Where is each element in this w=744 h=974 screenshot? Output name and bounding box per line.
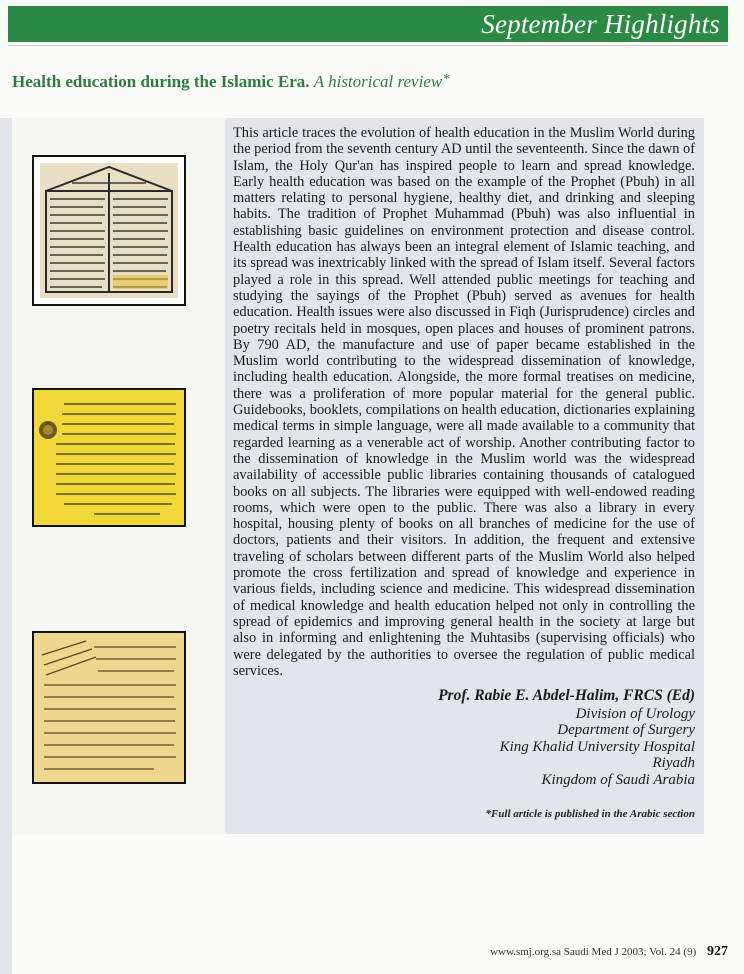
header-divider	[8, 45, 728, 46]
author-name: Prof. Rabie E. Abdel-Halim, FRCS (Ed)	[438, 687, 695, 704]
author-city: Riyadh	[652, 755, 695, 771]
article-body: This article traces the evolution of health education in the Muslim World during the period from the seventh century AD until the seventeenth. Since the dawn of Islam, the Holy Qur'an has inspired people to learn and spread knowledge. Early health education was based on the example of the Prophet (Pbuh) in all matters relating to personal hygiene, healthy diet, and drinking and sleeping habits. The tradition of Prophet Muhammad (Pbuh) was also influential in establishing basic guidelines on environment protection and disease control. Health education has always been an integral element of Islamic teaching, and its spread was inextricably linked with the spread of Islam itself. Several factors played a role in this spread. Well attended public meetings for teaching and studying the sayings of the Prophet (Pbuh) served as avenues for health education. Health issues were also discussed in Fiqh (Jurisprudence) circles and poetry recitals held in mosques, open places and houses of prominent patrons. By 790 AD, the manufacture and use of paper became established in the Muslim world contributing to the widespread dissemination of knowledge, including health education. Alongside, the more formal treatises on medicine, there was a proliferation of more popular material for the general public. Guidebooks, booklets, compilations on health education, dictionaries explaining medical terms in simple language, were all made available to a community that regarded learning as a venerable act of worship. Another contributing factor to the dissemination of knowledge in the Muslim world was the widespread availability of accessible public libraries containing thousands of catalogued books on all subjects. The libraries were equipped with well-endowed reading rooms, which were open to the public. There was also a library in every hospital, housing plenty of books on all branches of medicine for the use of doctors, patients and their visitors. In addition, the frequent and extensive traveling of scholars between different parts of the Muslim World also helped promote the cross fertilization and spread of knowledge and experience in various fields, including science and medicine. This widespread dissemination of medical knowledge and health education helped not only in controlling the spread of epidemics and improving general health in the society at large but also in informing and enlightening the Muhtasibs (supervising officials) who were delegated by the authorities to oversee the regulation of public medical services.	[233, 125, 696, 679]
page-number: 927	[707, 944, 728, 959]
manuscript-image-2	[32, 388, 186, 527]
author-country: Kingdom of Saudi Arabia	[541, 771, 695, 788]
article-title-main: Health education during the Islamic Era.	[12, 72, 310, 91]
page-footer	[490, 944, 728, 960]
journal-citation: www.smj.org.sa Saudi Med J 2003; Vol. 24 (9)	[490, 946, 697, 958]
footnote: *Full article is published in the Arabic section	[485, 808, 695, 820]
section-title: September Highlights	[481, 8, 720, 39]
manuscript-image-1	[32, 155, 186, 306]
section-header	[8, 6, 728, 42]
author-division: Division of Urology	[575, 705, 695, 722]
author-department: Department of Surgery	[557, 722, 695, 738]
article-title-footnote-mark: *	[443, 72, 451, 87]
manuscript-image-3	[32, 631, 186, 784]
article-title	[12, 72, 450, 92]
left-margin-rule	[0, 118, 12, 974]
article-title-sub: A historical review	[313, 72, 443, 91]
author-hospital: King Khalid University Hospital	[499, 738, 695, 755]
author-signature	[438, 688, 695, 788]
